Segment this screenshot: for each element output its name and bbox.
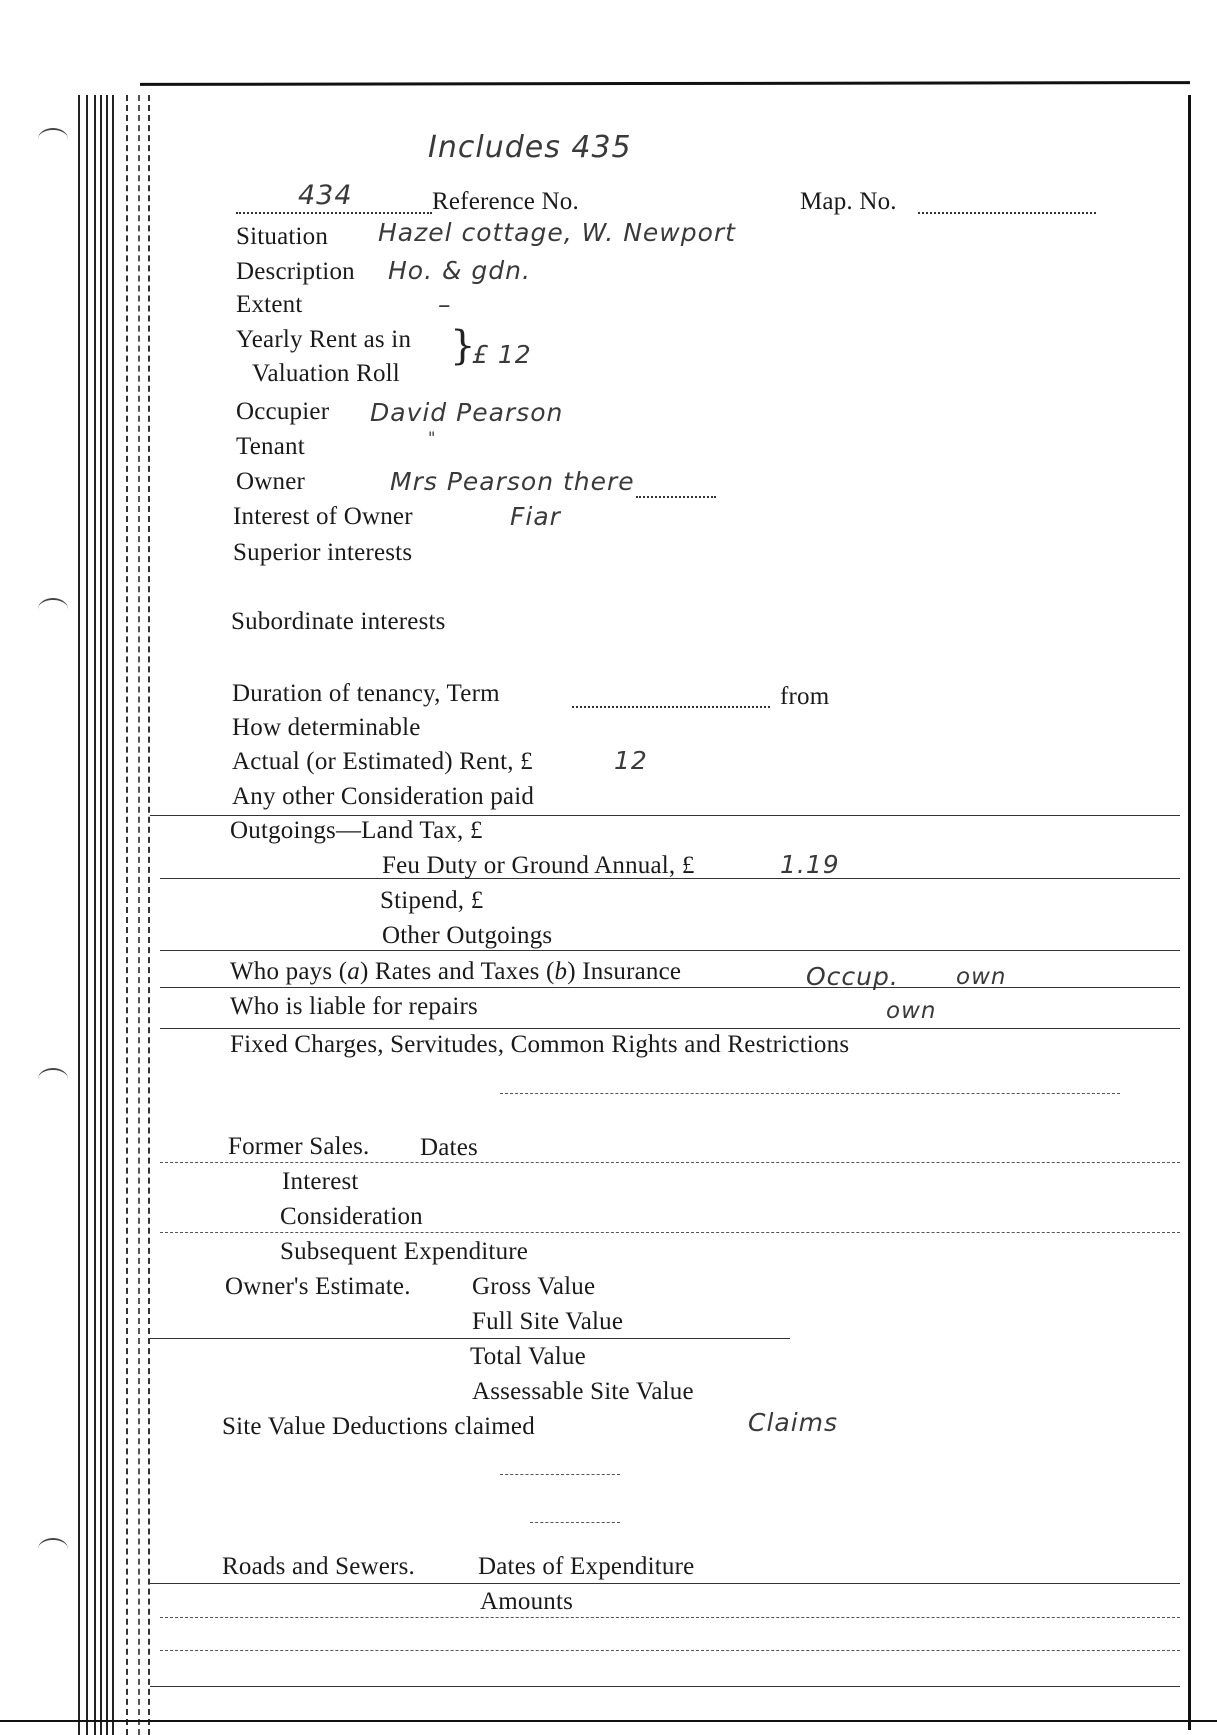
how-determinable-label: How determinable xyxy=(232,714,421,741)
row-rule xyxy=(160,1162,1180,1163)
row-rule xyxy=(150,1583,1180,1584)
row-rule xyxy=(160,1028,1180,1029)
who-pays-label: Who pays (a) Rates and Taxes (b) Insurance xyxy=(230,958,682,985)
row-rule xyxy=(150,815,1180,816)
binder-ring xyxy=(38,1538,68,1560)
reference-dotted-line xyxy=(236,212,432,214)
subordinate-label: Subordinate interests xyxy=(231,608,446,635)
row-rule xyxy=(150,1686,1180,1687)
extent-value: – xyxy=(438,290,452,319)
owner-estimate-label: Owner's Estimate. xyxy=(225,1273,411,1300)
description-label: Description xyxy=(236,258,355,285)
other-outgoings-label: Other Outgoings xyxy=(382,922,553,949)
page-right-border xyxy=(1188,95,1191,1730)
interest-owner-value: Fiar xyxy=(510,502,561,531)
map-label: Map. No. xyxy=(800,188,897,215)
includes-note: Includes 435 xyxy=(428,130,632,165)
gross-value-label: Gross Value xyxy=(472,1273,596,1300)
owner-value: Mrs Pearson there xyxy=(390,467,635,496)
yearly-rent-value: £ 12 xyxy=(472,340,532,369)
blank-line xyxy=(500,1093,1120,1094)
assessable-site-value-label: Assessable Site Value xyxy=(472,1378,694,1405)
repairs-value: own xyxy=(886,998,937,1024)
map-dotted-line xyxy=(918,212,1096,214)
page-top-border xyxy=(140,81,1190,86)
yearly-rent-label: Yearly Rent as in xyxy=(236,326,412,353)
reference-value: 434 xyxy=(298,180,353,211)
former-sales-consideration: Consideration xyxy=(280,1203,423,1230)
owner-label: Owner xyxy=(236,468,306,495)
extent-label: Extent xyxy=(236,291,303,318)
situation-value: Hazel cottage, W. Newport xyxy=(378,218,736,247)
deductions-label: Site Value Deductions claimed xyxy=(222,1413,535,1440)
repairs-label: Who is liable for repairs xyxy=(230,993,478,1020)
stipend-label: Stipend, £ xyxy=(380,887,484,914)
binder-ring xyxy=(38,1068,68,1090)
former-sales-interest: Interest xyxy=(282,1168,359,1195)
duration-dotted-line xyxy=(572,706,770,708)
who-pays-value-a: Occup. xyxy=(806,962,899,991)
row-rule xyxy=(150,1338,790,1339)
former-sales-label: Former Sales. xyxy=(228,1133,370,1160)
duration-label: Duration of tenancy, Term xyxy=(232,680,500,707)
brace-symbol: } xyxy=(450,323,476,369)
roads-amounts-label: Amounts xyxy=(480,1588,574,1615)
who-pays-value-b: own xyxy=(956,964,1007,990)
binder-ring xyxy=(38,128,68,150)
roads-dates-label: Dates of Expenditure xyxy=(478,1553,695,1580)
feu-duty-value: 1.19 xyxy=(780,850,840,879)
fixed-charges-label: Fixed Charges, Servitudes, Common Rights and Restrictions xyxy=(230,1031,850,1058)
actual-rent-value: 12 xyxy=(614,746,648,775)
total-value-label: Total Value xyxy=(470,1343,586,1370)
blank-line xyxy=(530,1522,620,1523)
row-rule xyxy=(160,950,1180,951)
row-rule xyxy=(160,1650,1180,1651)
situation-label: Situation xyxy=(236,223,329,250)
other-consideration-label: Any other Consideration paid xyxy=(232,783,535,810)
interest-owner-label: Interest of Owner xyxy=(233,503,413,530)
superior-label: Superior interests xyxy=(233,539,413,566)
blank-line xyxy=(500,1474,620,1475)
binder-ring xyxy=(38,598,68,620)
page-bottom-border xyxy=(0,1720,1217,1722)
occupier-label: Occupier xyxy=(236,398,330,425)
row-rule xyxy=(160,1232,1180,1233)
former-sales-subsequent: Subsequent Expenditure xyxy=(280,1238,529,1265)
binding-edge xyxy=(76,95,156,1735)
full-site-value-label: Full Site Value xyxy=(472,1308,624,1335)
row-rule xyxy=(160,987,1180,988)
owner-dotted-line xyxy=(636,496,716,498)
tenant-label: Tenant xyxy=(236,433,305,460)
tenant-value: " xyxy=(428,428,437,447)
occupier-value: David Pearson xyxy=(370,398,564,427)
feu-duty-label: Feu Duty or Ground Annual, £ xyxy=(382,852,695,879)
duration-from: from xyxy=(780,683,830,710)
outgoings-label: Outgoings—Land Tax, £ xyxy=(230,817,483,844)
description-value: Ho. & gdn. xyxy=(388,256,531,285)
actual-rent-label: Actual (or Estimated) Rent, £ xyxy=(232,748,533,775)
roads-label: Roads and Sewers. xyxy=(222,1553,415,1580)
valuation-roll-label: Valuation Roll xyxy=(252,360,400,387)
former-sales-dates: Dates xyxy=(420,1134,478,1161)
row-rule xyxy=(160,1617,1180,1618)
deductions-value: Claims xyxy=(748,1408,839,1437)
reference-label: Reference No. xyxy=(432,188,579,215)
